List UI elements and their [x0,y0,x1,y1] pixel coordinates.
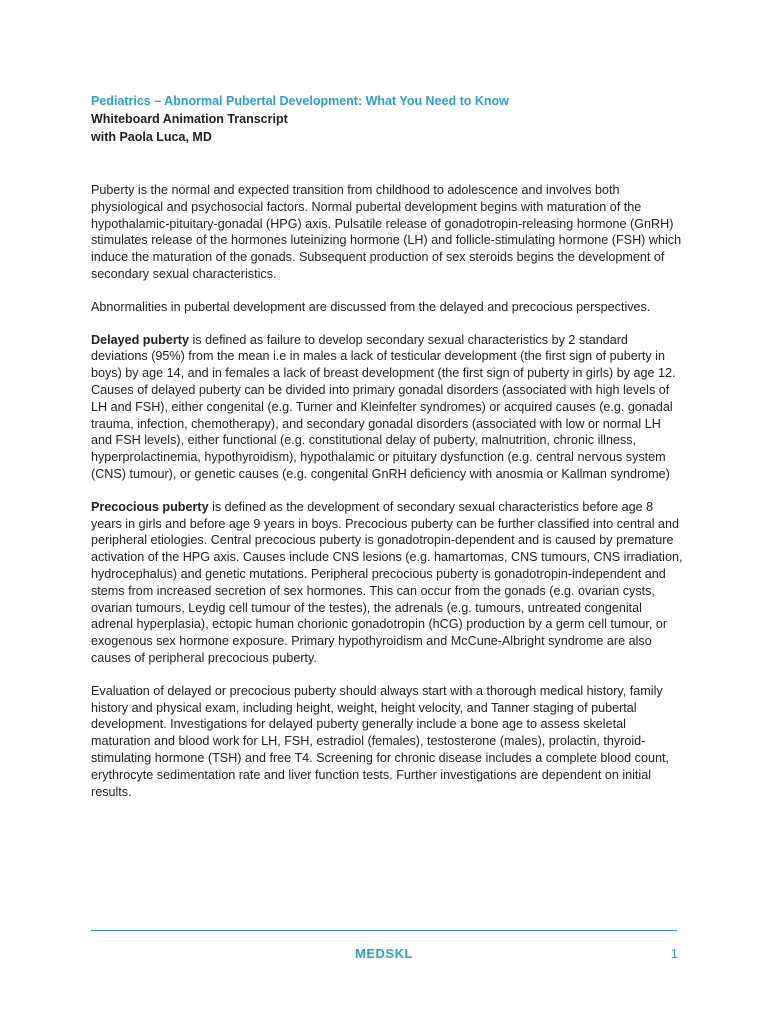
document-title: Pediatrics – Abnormal Pubertal Development: What You Need to Know [91,94,509,108]
delayed-puberty-term: Delayed puberty [91,332,189,347]
delayed-puberty-text: is defined as failure to develop secondary sexual characteristics by 2 standard deviations (95%) from the mean i.e in males a lack of testicular development (the first sign of puberty in boys) by age 14, and in females a lack of breast development (the first sign of puberty in girls) by age 12. Causes of delayed puberty can be divided into primary gonadal disorders (associated with high levels of LH and FSH), either congenital (e.g. Turner and Kleinfelter syndromes) or acquired causes (e.g. gonadal trauma, infection, chemotherapy), and secondary gonadal disorders (associated with low or normal LH and FSH levels), either functional (e.g. constitutional delay of puberty, malnutrition, chronic illness, hyperprolactinemia, hypothyroidism), hypothalamic or pituitary dysfunction (e.g. central nervous system (CNS) tumour), or genetic causes (e.g. congenital GnRH deficiency with anosmia or Kallman syndrome) [91,332,676,481]
delayed-puberty-paragraph [91,332,683,483]
precocious-puberty-text: is defined as the development of secondary sexual characteristics before age 8 years in girls and before age 9 years in boys. Precocious puberty can be further classified into central and peripheral etiologies. Central precocious puberty is gonadotropin-dependent and is caused by premature activation of the HPG axis. Causes include CNS lesions (e.g. hamartomas, CNS tumours, CNS irradiation, hydrocephalus) and genetic mutations. Peripheral precocious puberty is gonadotropin-independent and stems from increased secretion of sex hormones. This can occur from the gonads (e.g. ovarian cysts, ovarian tumours, Leydig cell tumour of the testes), the adrenals (e.g. tumours, untreated congenital adrenal hyperplasia), ectopic human chorionic gonadotropin (hCG) production by a germ cell tumour, or exogenous sex hormone exposure. Primary hypothyroidism and McCune-Albright syndrome are also causes of peripheral precocious puberty. [91,499,683,665]
footer-brand-logo: MEDSKL [355,946,413,961]
page-number: 1 [670,946,678,961]
precocious-puberty-term: Precocious puberty [91,499,209,514]
intro-paragraph: Puberty is the normal and expected transition from childhood to adolescence and involves both physiological and psychosocial factors. Normal pubertal development begins with maturation of the hypothalamic-pituitary-gonadal (HPG) axis. Pulsatile release of gonadotropin-releasing hormone (GnRH) stimulates release of the hormones luteinizing hormone (LH) and follicle-stimulating hormone (FSH) which induce the maturation of the gonads. Subsequent production of sex steroids begins the development of secondary sexual characteristics. [91,183,682,281]
evaluation-paragraph: Evaluation of delayed or precocious puberty should always start with a thorough medical history, family history and physical exam, including height, weight, height velocity, and Tanner staging of pubertal development. Investigations for delayed puberty generally include a bone age to assess skeletal maturation and blood work for LH, FSH, estradiol (females), testosterone (males), prolactin, thyroid-stimulating hormone (TSH) and free T4. Screening for chronic disease includes a complete blood count, erythrocyte sedimentation rate and liver function tests. Further investigations are dependent on initial results. [91,683,669,799]
document-page [91,92,683,800]
footer-divider [91,930,677,931]
precocious-puberty-paragraph [91,499,683,667]
document-author: with Paola Luca, MD [91,130,212,144]
abnormalities-paragraph: Abnormalities in pubertal development are discussed from the delayed and precocious perspectives. [91,299,651,314]
document-subtitle: Whiteboard Animation Transcript [91,112,288,126]
